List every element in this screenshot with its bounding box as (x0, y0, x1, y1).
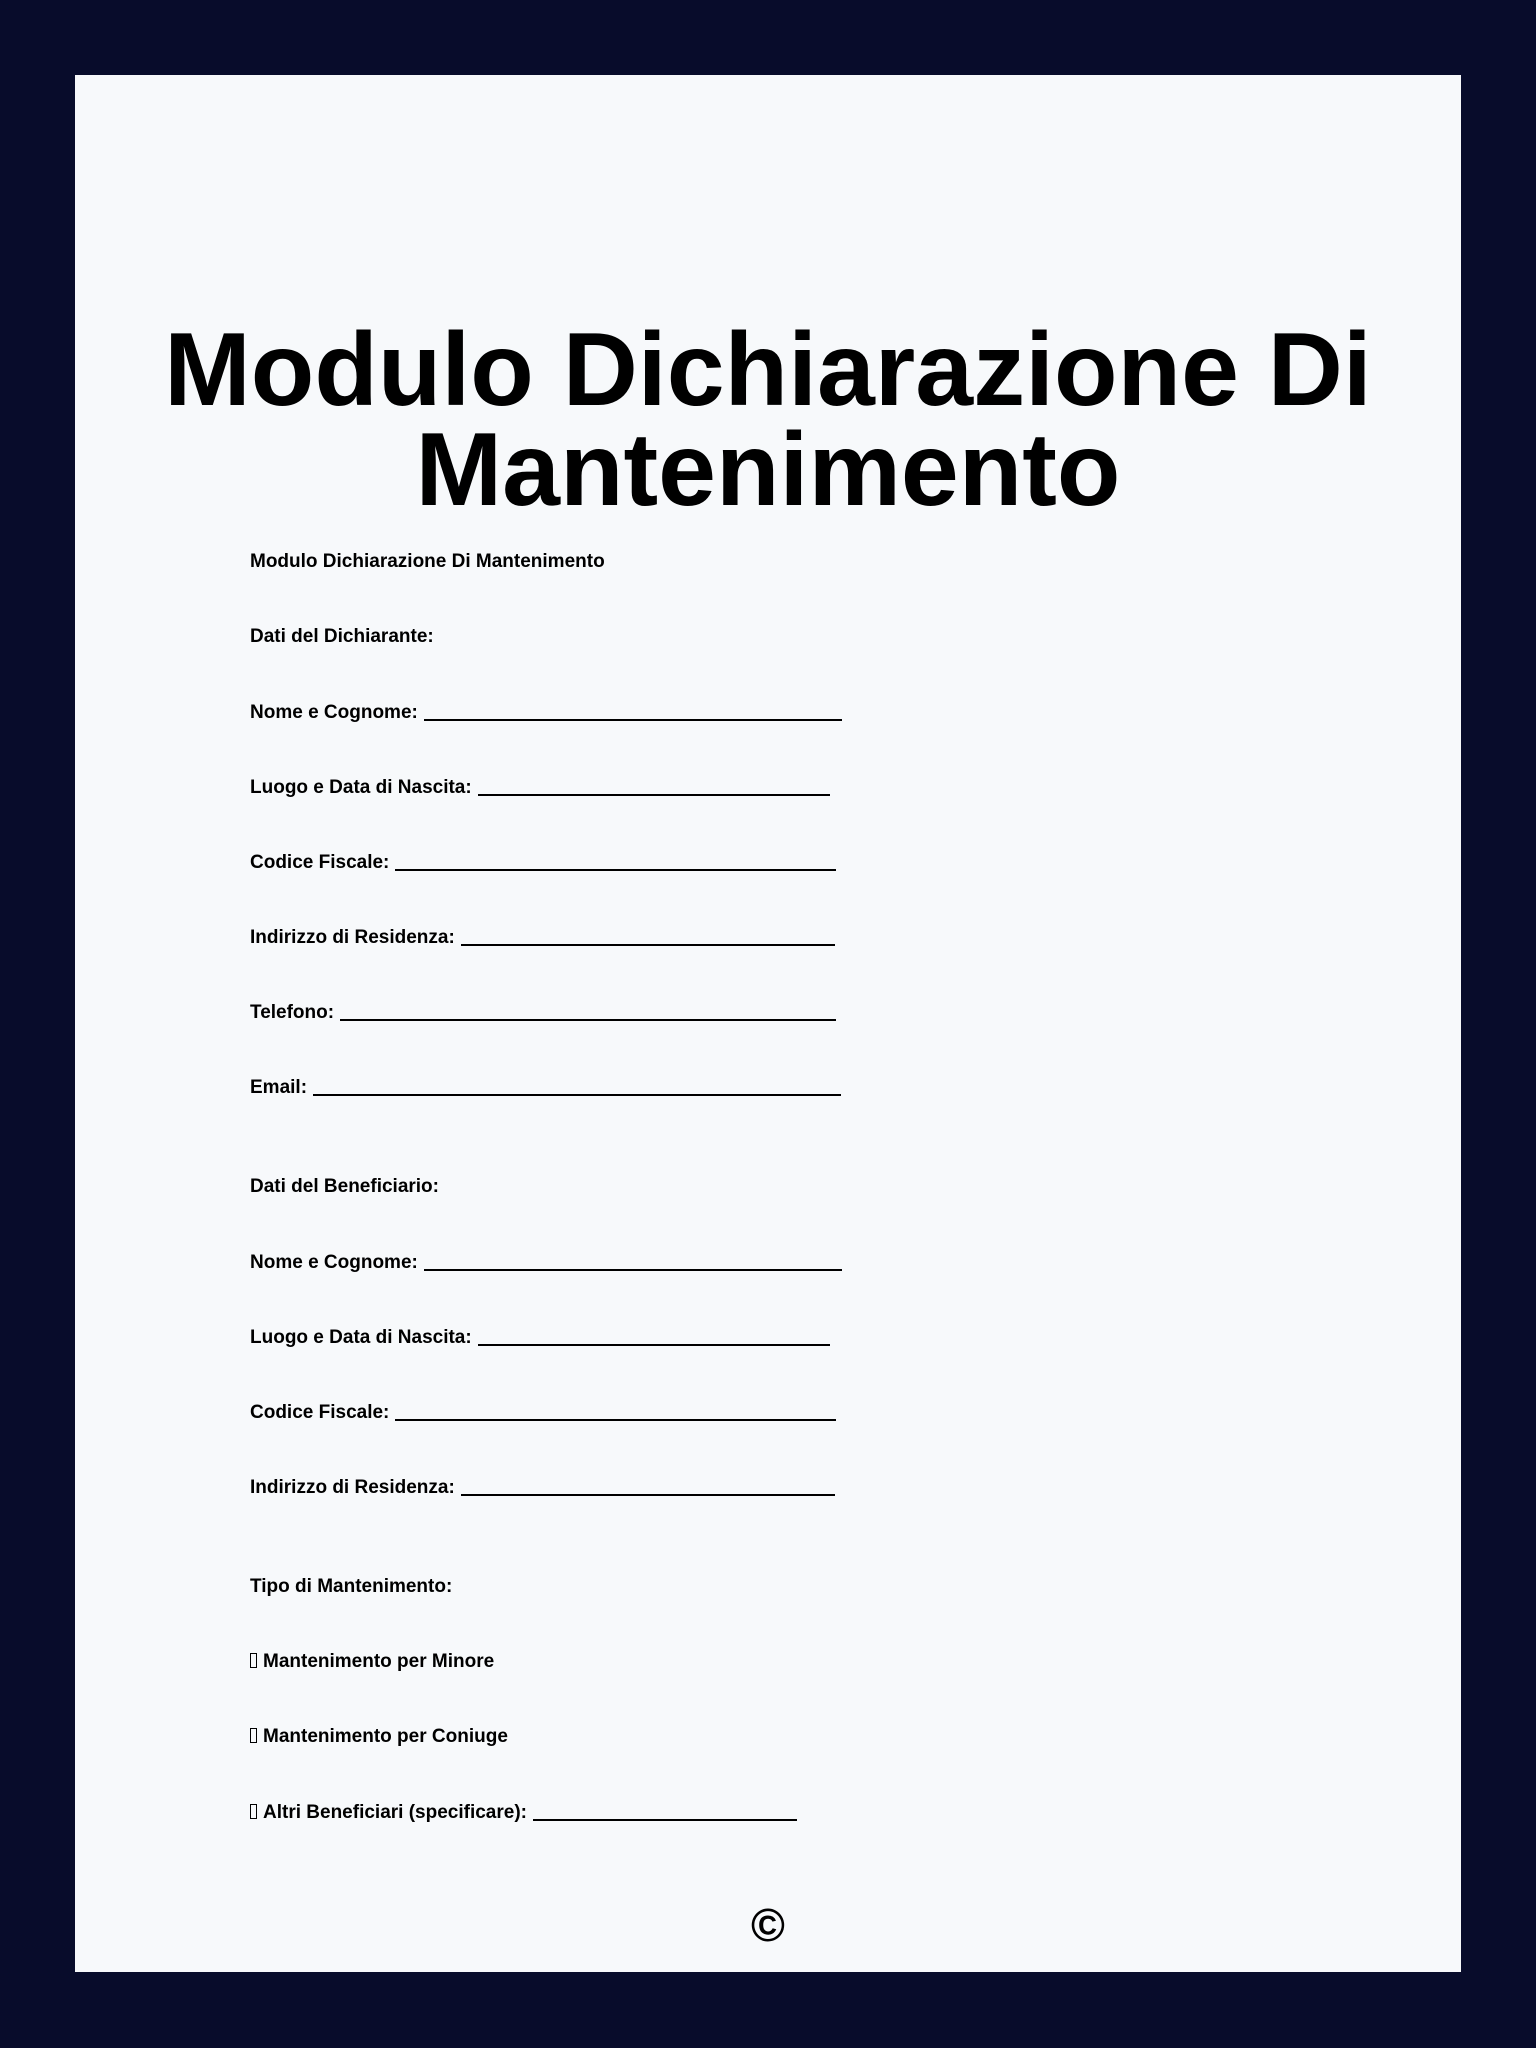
option-altri[interactable] (250, 1801, 797, 1824)
fill-in-line[interactable] (461, 926, 835, 946)
dichiarante-email-field (250, 1076, 841, 1099)
dichiarante-nome-field (250, 701, 842, 724)
option-label: Mantenimento per Coniuge (263, 1726, 508, 1747)
field-label: Nome e Cognome: (250, 1252, 418, 1273)
dichiarante-telefono-field (250, 1001, 836, 1024)
section-dichiarante: Dati del Dichiarante: (250, 626, 434, 647)
fill-in-line[interactable] (461, 1476, 835, 1496)
fill-in-line[interactable] (395, 1401, 836, 1421)
copyright-icon: © (751, 1899, 785, 1951)
option-label: Mantenimento per Minore (263, 1651, 495, 1672)
fill-in-line[interactable] (313, 1076, 841, 1096)
fill-in-line[interactable] (340, 1001, 836, 1021)
document-page (75, 75, 1461, 1972)
section-beneficiario: Dati del Beneficiario: (250, 1176, 439, 1197)
beneficiario-codice-field (250, 1401, 836, 1424)
dichiarante-codice-field (250, 851, 836, 874)
field-label: Indirizzo di Residenza: (250, 1477, 455, 1498)
form-heading: Modulo Dichiarazione Di Mantenimento (250, 551, 605, 572)
checkbox-icon[interactable] (250, 1804, 257, 1819)
fill-in-line[interactable] (424, 1251, 842, 1271)
dichiarante-nascita-field (250, 776, 830, 799)
checkbox-icon[interactable] (250, 1728, 257, 1743)
fill-in-line[interactable] (395, 851, 836, 871)
field-label: Indirizzo di Residenza: (250, 927, 455, 948)
section-tipo: Tipo di Mantenimento: (250, 1576, 453, 1597)
fill-in-line[interactable] (424, 701, 842, 721)
beneficiario-indirizzo-field (250, 1476, 835, 1499)
field-label: Luogo e Data di Nascita: (250, 1327, 472, 1348)
field-label: Codice Fiscale: (250, 852, 390, 873)
option-label: Altri Beneficiari (specificare): (263, 1802, 527, 1823)
option-minore[interactable] (250, 1651, 494, 1673)
option-coniuge[interactable] (250, 1726, 508, 1748)
page-title: Modulo Dichiarazione Di Mantenimento (164, 312, 1372, 528)
field-label: Email: (250, 1077, 308, 1098)
dichiarante-indirizzo-field (250, 926, 835, 949)
field-label: Telefono: (250, 1002, 335, 1023)
beneficiario-nascita-field (250, 1326, 830, 1349)
checkbox-icon[interactable] (250, 1653, 257, 1668)
field-label: Luogo e Data di Nascita: (250, 777, 472, 798)
field-label: Codice Fiscale: (250, 1402, 390, 1423)
beneficiario-nome-field (250, 1251, 842, 1274)
fill-in-line[interactable] (478, 776, 830, 796)
fill-in-line[interactable] (533, 1801, 797, 1821)
field-label: Nome e Cognome: (250, 702, 418, 723)
fill-in-line[interactable] (478, 1326, 830, 1346)
